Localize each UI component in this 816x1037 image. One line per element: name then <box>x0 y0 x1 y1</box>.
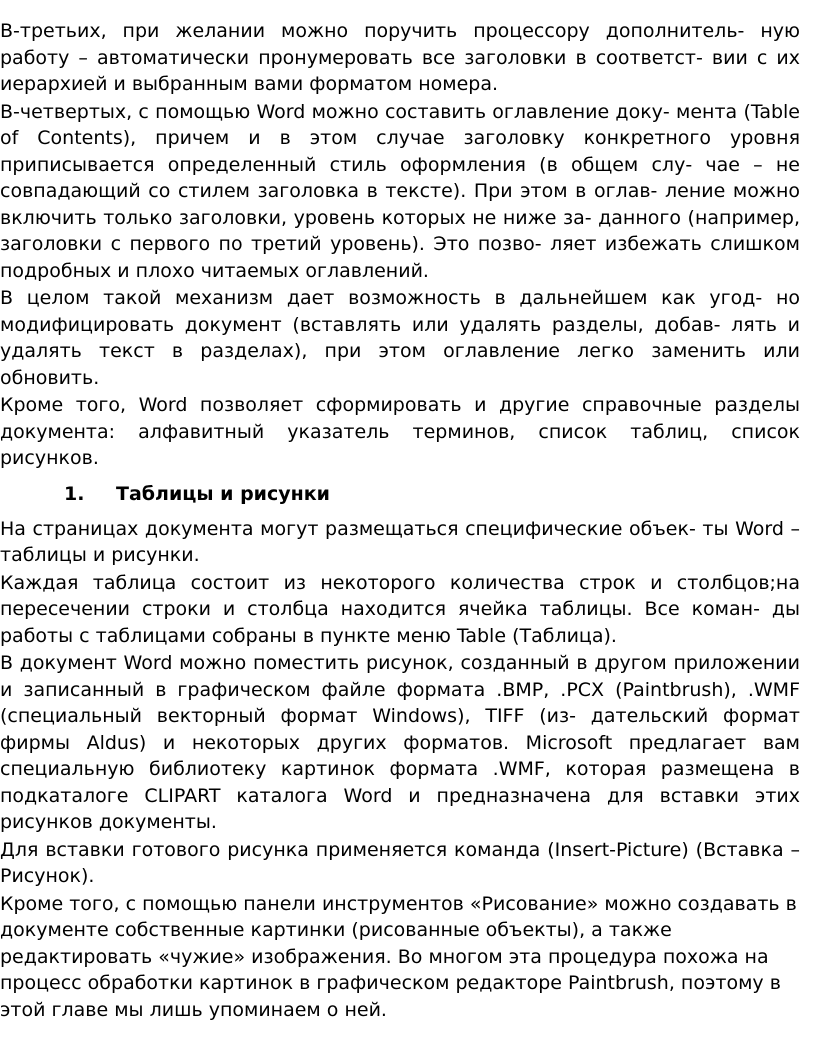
section-heading <box>64 481 800 507</box>
section-title: Таблицы и рисунки <box>116 482 330 505</box>
paragraph-reference-sections: Кроме того, Word позволяет сформировать и другие справочные разделы документа: алфавитный указатель терминов, список таблиц, список рисунков. <box>0 394 800 469</box>
paragraph-pictures: В документ Word можно поместить рисунок, созданный в другом приложении и записанный в графическом файле формата .BMP, .PCX (Paintbrush), .WMF (специальный векторный формат Windows), TIFF (из- дательский формат фирмы Aldus) и некоторых других форматов. Microsoft предлагает вам специальную библиотеку картинок формата .WMF, которая размещена в подкаталоге CLIPART каталога Word и предназначена для вставки этих рисунков документы. <box>0 652 800 833</box>
paragraph-drawing-toolbar: Кроме того, с помощью панели инструментов «Рисование» можно создавать в документе собственные картинки (рисованные объекты), а также редактировать «чужие» изображения. Во многом эта процедура похожа на процесс обработки картинок в графическом редакторе Paintbrush, поэтому в этой главе мы лишь упоминаем о ней. <box>0 892 797 1021</box>
section-number: 1. <box>64 482 85 505</box>
paragraph-tables: Каждая таблица состоит из некоторого количества строк и столбцов;на пересечении строки и столбца находится ячейка таблицы. Все коман- ды работы с таблицами собраны в пункте меню Table (Таблица). <box>0 571 800 647</box>
paragraph-table-of-contents: В-четвертых, с помощью Word можно составить оглавление доку- мента (Table of Contents), причем и в этом случае заголовку конкретного уровня приписывается определенный стиль оформления (в общем слу- чае – не совпадающий со стилем заголовка в тексте). При этом в оглав- ление можно включить только заголовки, уровень которых не ниже за- данного (например, заголовки с первого по третий уровень). Это позво- ляет избежать слишком подробных и плохо читаемых оглавлений. <box>0 100 800 282</box>
paragraph-numbering: В-третьих, при желании можно поручить процессору дополнитель- ную работу – автоматически пронумеровать все заголовки в соответст- вии с их иерархией и выбранным вами форматом номера. <box>0 20 800 95</box>
paragraph-modification: В целом такой механизм дает возможность в дальнейшем как угод- но модифицировать документ (вставлять или удалять разделы, добав- лять и удалять текст в разделах), при этом оглавление легко заменить или обновить. <box>0 287 800 389</box>
document-page <box>0 18 800 1023</box>
paragraph-objects-intro: На страницах документа могут размещаться специфические объек- ты Word – таблицы и рисунки. <box>0 517 800 566</box>
paragraph-insert-picture: Для вставки готового рисунка применяется команда (Insert-Picture) (Вставка – Рисунок). <box>0 838 800 887</box>
